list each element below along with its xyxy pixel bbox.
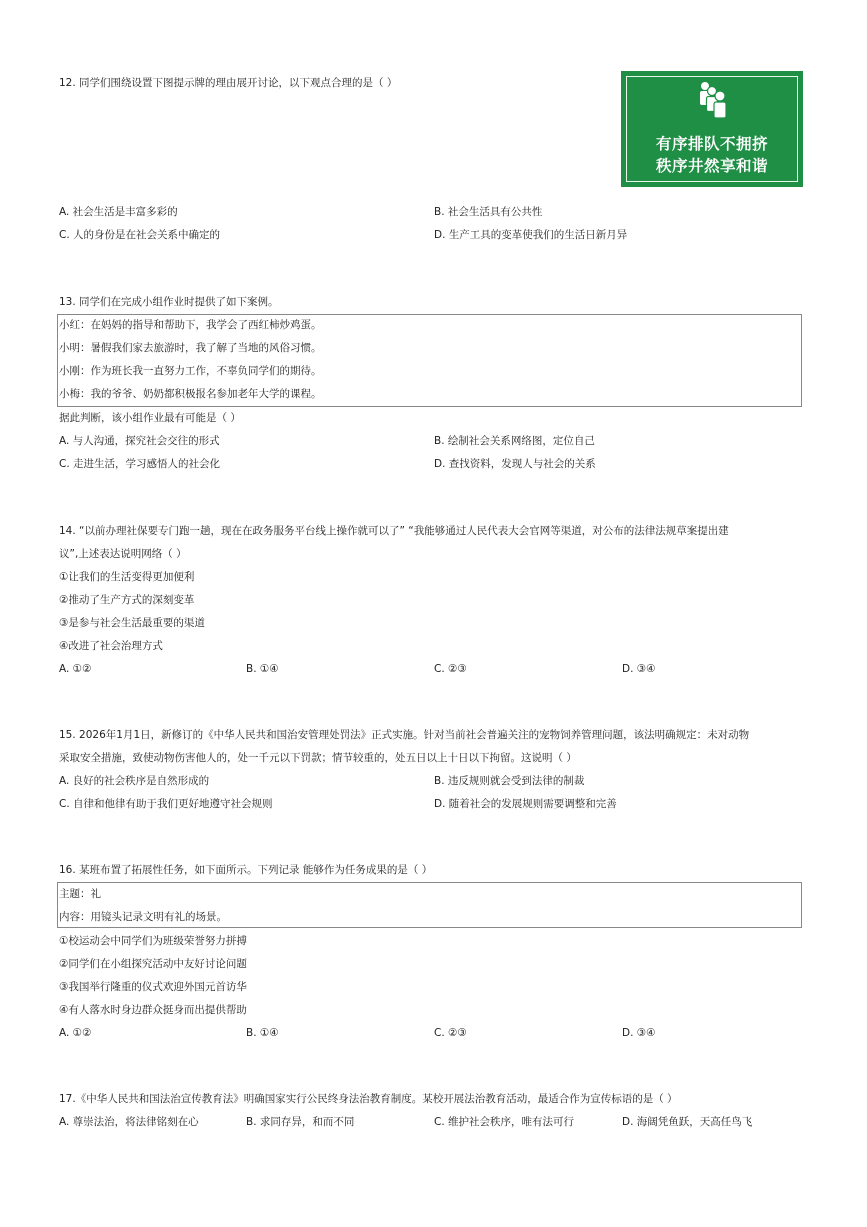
q17-option-c: C. 维护社会秩序，唯有法可行 [434,1116,575,1128]
question-14-stem-line-2: 议”,上述表达说明网络（ ） [59,548,187,560]
question-15-stem-line-1: 15. 2026年1月1日，新修订的《中华人民共和国治安管理处罚法》正式实施。针对当前社会普遍关注的宠物饲养管理问题，该法明确规定：未对动物 [59,729,750,741]
q15-option-b: B. 违反规则就会受到法律的制裁 [434,775,585,787]
question-13-stem: 13. 同学们在完成小组作业时提供了如下案例。 [59,296,279,308]
q14-option-c: C. ②③ [434,663,467,675]
q13-case-1: 小红：在妈妈的指导和帮助下，我学会了西红柿炒鸡蛋。 [59,319,322,331]
question-14-stem-line-1: 14. “以前办理社保要专门跑一趟，现在在政务服务平台线上操作就可以了” “我能够通过人民代表大会官网等渠道，对公布的法律法规草案提出建 [59,525,729,537]
q16-option-c: C. ②③ [434,1027,467,1039]
q17-option-d: D. 海阔凭鱼跃，天高任鸟飞 [622,1116,753,1128]
q14-option-d: D. ③④ [622,663,656,675]
question-17-stem: 17.《中华人民共和国法治宣传教育法》明确国家实行公民终身法治教育制度。某校开展法治教育活动，最适合作为宣传标语的是（ ） [59,1093,678,1105]
sign-text-line-1: 有序排队不拥挤 [655,135,768,153]
q15-option-c: C. 自律和他律有助于我们更好地遵守社会规则 [59,798,273,810]
q13-option-c: C. 走进生活，学习感悟人的社会化 [59,458,221,470]
q15-option-a: A. 良好的社会秩序是自然形成的 [59,775,210,787]
q13-case-3: 小刚：作为班长我一直努力工作，不辜负同学们的期待。 [59,365,322,377]
q17-option-a: A. 尊崇法治，将法律铭刻在心 [59,1116,199,1128]
q14-item-3: ③是参与社会生活最重要的渠道 [59,617,205,629]
q17-option-b: B. 求同存异，和而不同 [246,1116,355,1128]
q14-option-a: A. ①② [59,663,92,675]
q16-item-4: ④有人落水时身边群众挺身而出提供帮助 [59,1004,247,1016]
q14-option-b: B. ①④ [246,663,279,675]
q14-item-4: ④改进了社会治理方式 [59,640,163,652]
queue-sign-image [621,71,803,187]
q16-option-d: D. ③④ [622,1027,656,1039]
q12-option-d: D. 生产工具的变革使我们的生活日新月异 [434,229,628,241]
q13-question: 据此判断，该小组作业最有可能是（ ） [59,412,241,424]
sign-text-line-2: 秩序井然享和谐 [655,157,768,175]
question-12-stem: 12. 同学们围绕设置下图提示牌的理由展开讨论，以下观点合理的是（ ） [59,77,398,89]
q13-option-d: D. 查找资料，发现人与社会的关系 [434,458,596,470]
q16-option-b: B. ①④ [246,1027,279,1039]
q15-option-d: D. 随着社会的发展规则需要调整和完善 [434,798,617,810]
q13-case-4: 小梅：我的爷爷、奶奶都积极报名参加老年大学的课程。 [59,388,322,400]
q16-box-content: 内容：用镜头记录文明有礼的场景。 [59,911,227,923]
q16-item-2: ②同学们在小组探究活动中友好讨论问题 [59,958,247,970]
q12-option-a: A. 社会生活是丰富多彩的 [59,206,178,218]
question-15-stem-line-2: 采取安全措施，致使动物伤害他人的，处一千元以下罚款；情节较重的，处五日以上十日以下拘留。这说明（ ） [59,752,577,764]
people-queue-icon [696,81,732,119]
q12-option-b: B. 社会生活具有公共性 [434,206,543,218]
q14-item-1: ①让我们的生活变得更加便利 [59,571,195,583]
q13-option-a: A. 与人沟通，探究社会交往的形式 [59,435,220,447]
q14-item-2: ②推动了生产方式的深刻变革 [59,594,195,606]
q16-box-topic: 主题：礼 [59,888,101,900]
q16-item-1: ①校运动会中同学们为班级荣誉努力拼搏 [59,935,247,947]
question-16-stem: 16. 某班布置了拓展性任务，如下面所示。下列记录 能够作为任务成果的是（ ） [59,864,433,876]
q16-option-a: A. ①② [59,1027,92,1039]
q16-item-3: ③我国举行隆重的仪式欢迎外国元首访华 [59,981,247,993]
q13-case-2: 小明：暑假我们家去旅游时，我了解了当地的风俗习惯。 [59,342,322,354]
q12-option-c: C. 人的身份是在社会关系中确定的 [59,229,221,241]
q13-option-b: B. 绘制社会关系网络图，定位自己 [434,435,595,447]
